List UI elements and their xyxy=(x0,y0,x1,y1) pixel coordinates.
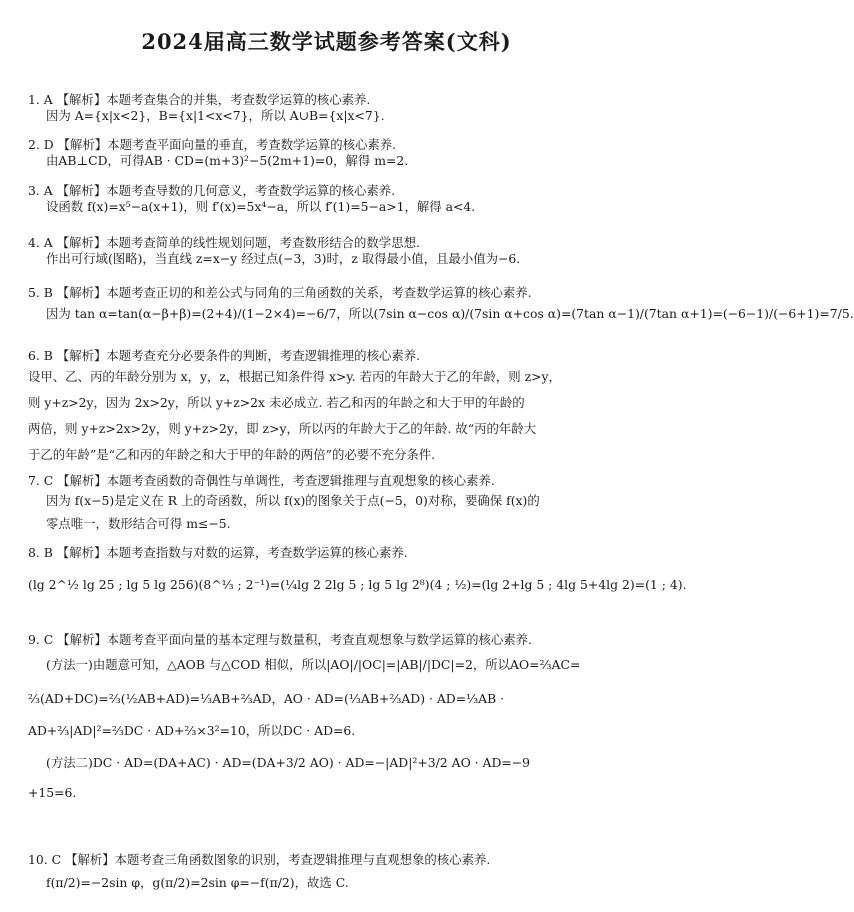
answer-item-6 xyxy=(28,348,630,468)
answer-item-9 xyxy=(28,632,630,806)
answer-item-10 xyxy=(28,852,630,898)
answer-item-5 xyxy=(28,285,854,327)
answer-line: 因为 tan α=tan(α−β+β)=(2+4)/(1−2×4)=−6/7，所以(7sin α−cos α)/(7sin α+cos α)=(7tan α−1)/(7tan α+1)=(−6−1)/(−6+1)=7/5. xyxy=(46,306,854,321)
answer-head: 6. B 【解析】本题考查充分必要条件的判断，考查逻辑推理的核心素养. xyxy=(28,348,421,363)
answer-head: 3. A 【解析】本题考查导数的几何意义，考查数学运算的核心素养. xyxy=(28,183,396,198)
answer-line: ⅔(AD+DC)=⅔(½AB+AD)=⅓AB+⅔AD，AO · AD=(⅓AB+⅔AD) · AD=⅓AB · xyxy=(28,691,505,706)
answer-head: 5. B 【解析】本题考查正切的和差公式与同角的三角函数的关系，考查数学运算的核心素养. xyxy=(28,285,532,300)
answer-item-3 xyxy=(28,183,630,215)
answer-head: 4. A 【解析】本题考查简单的线性规划问题，考查数形结合的数学思想. xyxy=(28,235,420,250)
answer-line: AD+⅔|AD|²=⅔DC · AD+⅔×3²=10，所以DC · AD=6. xyxy=(28,723,356,738)
answer-line: 作出可行域(图略)，当直线 z=x−y 经过点(−3，3)时，z 取得最小值，且最小值为−6. xyxy=(46,251,521,266)
answer-line: 因为 f(x−5)是定义在 R 上的奇函数，所以 f(x)的图象关于点(−5，0)对称，要确保 f(x)的 xyxy=(46,493,540,508)
answer-line: 设甲、乙、丙的年龄分别为 x，y，z，根据已知条件得 x>y. 若丙的年龄大于乙的年龄，则 z>y， xyxy=(28,369,561,384)
answer-item-2 xyxy=(28,137,630,169)
answer-line: 设函数 f(x)=x⁵−a(x+1)，则 f′(x)=5x⁴−a，所以 f′(1)=5−a>1，解得 a<4. xyxy=(46,199,476,214)
answer-head: 10. C 【解析】本题考查三角函数图象的识别，考查逻辑推理与直观想象的核心素养. xyxy=(28,852,491,867)
answer-line: 两倍，则 y+z>2x>2y，则 y+z>2y，即 z>y，所以丙的年龄大于乙的年龄. 故“丙的年龄大 xyxy=(28,421,537,436)
answer-line: (方法一)由题意可知，△AOB 与△COD 相似，所以|AO|/|OC|=|AB|/|DC|=2，所以AO=⅔AC= xyxy=(46,657,581,672)
answer-line: 由AB⊥CD，可得AB · CD=(m+3)²−5(2m+1)=0，解得 m=2. xyxy=(46,153,409,168)
answer-head: 1. A 【解析】本题考查集合的并集，考查数学运算的核心素养. xyxy=(28,92,371,107)
answer-line: +15=6. xyxy=(28,785,77,800)
answer-item-1 xyxy=(28,92,630,124)
answer-head: 8. B 【解析】本题考查指数与对数的运算，考查数学运算的核心素养. xyxy=(28,545,408,560)
answer-item-4 xyxy=(28,235,630,267)
answer-line: 则 y+z>2y，因为 2x>2y，所以 y+z>2x 未必成立. 若乙和丙的年龄之和大于甲的年龄的 xyxy=(28,395,525,410)
answer-line: 零点唯一，数形结合可得 m≤−5. xyxy=(46,516,231,531)
answer-line: f(π/2)=−2sin φ，g(π/2)=2sin φ=−f(π/2)，故选 C. xyxy=(46,875,349,890)
answer-head: 2. D 【解析】本题考查平面向量的垂直，考查数学运算的核心素养. xyxy=(28,137,397,152)
answer-line: 因为 A={x|x<2}，B={x|1<x<7}，所以 A∪B={x|x<7}. xyxy=(46,108,385,123)
answer-item-7 xyxy=(28,473,630,535)
page-title: 2024届高三数学试题参考答案(文科) xyxy=(141,29,512,54)
answer-line: 于乙的年龄”是“乙和丙的年龄之和大于甲的年龄的两倍”的必要不充分条件. xyxy=(28,447,436,462)
answer-item-8 xyxy=(28,545,687,609)
answer-line: (lg 2^½ lg 25 ; lg 5 lg 256)(8^⅓ ; 2⁻¹)=(¼lg 2 2lg 5 ; lg 5 lg 2⁸)(4 ; ½)=(lg 2+lg 5 ; 4lg 5+4lg 2)=(1 ; 4). xyxy=(28,577,687,592)
answer-head: 9. C 【解析】本题考查平面向量的基本定理与数量积，考查直观想象与数学运算的核心素养. xyxy=(28,632,532,647)
answer-head: 7. C 【解析】本题考查函数的奇偶性与单调性，考查逻辑推理与直观想象的核心素养. xyxy=(28,473,495,488)
answer-line: (方法二)DC · AD=(DA+AC) · AD=(DA+3/2 AO) · AD=−|AD|²+3/2 AO · AD=−9 xyxy=(46,755,531,770)
